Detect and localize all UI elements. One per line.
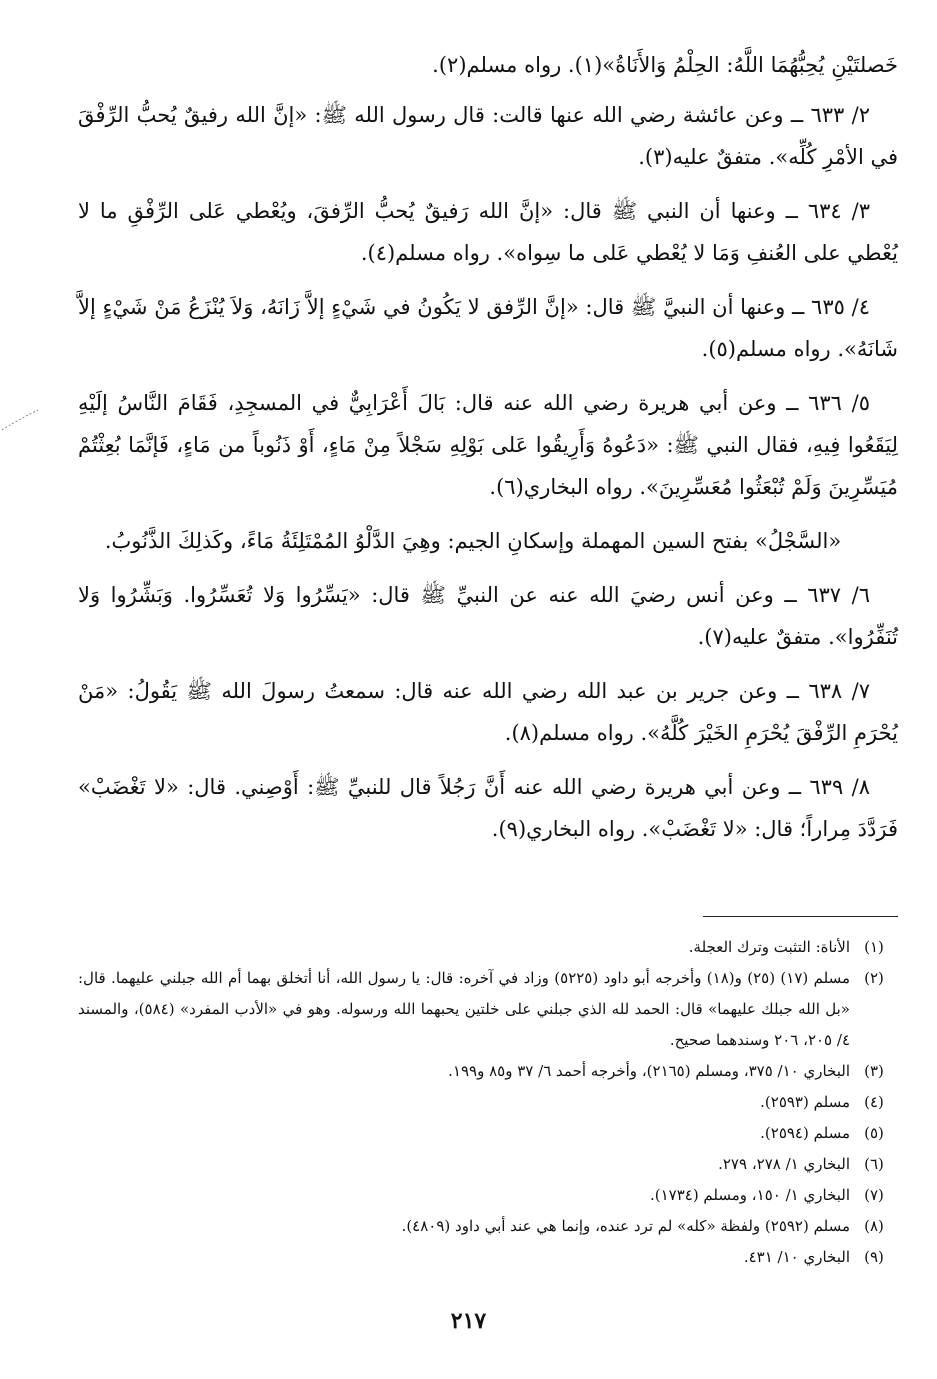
main-text	[78, 44, 898, 862]
footnote-text: البخاري ١٠/ ٣٧٥، ومسلم (٢١٦٥)، وأخرجه أحمد ٦/ ٣٧ و٨٥ و١٩٩.	[448, 1062, 850, 1080]
footnote-number: (٥)	[864, 1124, 884, 1142]
page-number: ٢١٧	[450, 1308, 487, 1334]
explanation-note: «السَّجْلُ» بفتح السين المهملة وإسكانِ الجيم: وهِيَ الدَّلْوُ المُمْتَلِئَةُ مَاءً، وكَذلِكَ الذَّنُوبُ.	[104, 529, 842, 553]
footnote-number: (٣)	[864, 1062, 884, 1080]
footnote-text: البخاري ١/ ١٥٠، ومسلم (١٧٣٤).	[649, 1186, 850, 1204]
footnote	[78, 963, 898, 1056]
footnote	[78, 1211, 898, 1242]
footnote-text: مسلم (٢٥٩٢) ولفظة «كله» لم ترد عنده، وإنما هي عند أبي داود (٤٨٠٩).	[401, 1217, 850, 1235]
footnote-number: (٤)	[864, 1093, 884, 1111]
footnote-text: مسلم (٢٥٩٤).	[760, 1124, 850, 1142]
footnote-number: (٩)	[864, 1248, 884, 1266]
footnote-text: مسلم (١٧) (٢٥) و(١٨) وأخرجه أبو داود (٥٢٢٥) وزاد في آخره: قال: يا رسول الله، أنا أتخلق بهما أم الله جبلني عليهما. قال: «بل الله جبلك عليهما» قال: الحمد لله الذي جبلني على خلتين يحبهما الله ورسوله. وهو في «الأدب المفرد» (٥٨٤)، والمسند ٤/ ٢٠٥، ٢٠٦ وسندهما صحيح.	[78, 969, 850, 1049]
footnote-number: (٨)	[864, 1217, 884, 1235]
hadith-637: ٦/ ٦٣٧ ــ وعن أنس رضيَ الله عنه عن النبيِّ ﷺ قال: «يَسِّرُوا وَلا تُعَسِّرُوا. وَبَشِّرُوا وَلا تُنَفِّرُوا». متفقٌ عليه(٧).	[78, 583, 898, 649]
footnote-number: (٦)	[864, 1155, 884, 1173]
hadith-639: ٨/ ٦٣٩ ــ وعن أبي هريرة رضي الله عنه أَنَّ رَجُلاً قال للنبيِّ ﷺ: أَوْصِني. قال: «لا تَغْضَبْ» فَرَدَّدَ مِراراً؛ قال: «لا تَغْضَبْ». رواه البخاري(٩).	[78, 775, 898, 841]
hadith-638: ٧/ ٦٣٨ ــ وعن جرير بن عبد الله رضي الله عنه قال: سمعتُ رسولَ الله ﷺ يَقُولُ: «مَنْ يُحْرَمِ الرِّفْقَ يُحْرَمِ الخَيْرَ كُلَّهُ». رواه مسلم(٨).	[78, 679, 898, 745]
footnote	[78, 1180, 898, 1211]
footnote-text: البخاري ١/ ٢٧٨، ٢٧٩.	[718, 1155, 850, 1173]
footnote	[78, 932, 898, 963]
footnote-number: (٢)	[864, 969, 884, 987]
hadith-633: ٢/ ٦٣٣ ــ وعن عائشة رضي الله عنها قالت: قال رسول الله ﷺ: «إنَّ الله رفيقٌ يُحبُّ الرِّفْقَ في الأمْرِ كُلِّه». متفقٌ عليه(٣).	[78, 103, 898, 169]
hadith-continuation: خَصلتَيْنِ يُحِبُّهُمَا اللَّهُ: الحِلْمُ وَالأَنَاةُ»(١). رواه مسلم(٢).	[432, 53, 898, 77]
footnote	[78, 1149, 898, 1180]
hadith-634: ٣/ ٦٣٤ ــ وعنها أن النبي ﷺ قال: «إنَّ الله رَفيقٌ يُحبُّ الرِّفقَ، ويُعْطي عَلى الرِّفْقِ ما لا يُعْطي على العُنفِ وَمَا لا يُعْطي عَلى ما سِواه». رواه مسلم(٤).	[78, 199, 898, 265]
footnote-text: الأناة: التثبت وترك العجلة.	[688, 938, 850, 956]
hadith-636: ٥/ ٦٣٦ ــ وعن أبي هريرة رضي الله عنه قال: بَالَ أَعْرَابِيٌّ في المسجِدِ، فَقَامَ النَّاسُ إلَيْهِ لِيَقَعُوا فِيهِ، فقال النبي ﷺ: «دَعُوهُ وَأَرِيقُوا عَلى بَوْلِهِ سَجْلاً مِنْ مَاءٍ، أَوْ ذَنُوباً من مَاءٍ، فَإنَّمَا بُعِثْتُمْ مُيَسِّرِينَ وَلَمْ تُبْعَثُوا مُعَسِّرِينَ». رواه البخاري(٦).	[78, 391, 898, 499]
footnote-number: (١)	[864, 938, 884, 956]
margin-scan-mark	[0, 404, 40, 434]
hadith-635: ٤/ ٦٣٥ ــ وعنها أن النبيَّ ﷺ قال: «إنَّ الرِّفق لا يَكُونُ في شَيْءٍ إلاَّ زَانَهُ، وَلاَ يُنْزَعُ مَنْ شَيْءٍ إلاَّ شَانَهُ». رواه مسلم(٥).	[78, 295, 898, 361]
footnotes	[78, 932, 898, 1273]
footnote	[78, 1242, 898, 1273]
footnote-number: (٧)	[864, 1186, 884, 1204]
footnote-divider	[703, 916, 898, 917]
footnote-text: مسلم (٢٥٩٣).	[760, 1093, 850, 1111]
footnote-text: البخاري ١٠/ ٤٣١.	[743, 1248, 850, 1266]
footnote	[78, 1118, 898, 1149]
footnote	[78, 1087, 898, 1118]
footnote	[78, 1056, 898, 1087]
